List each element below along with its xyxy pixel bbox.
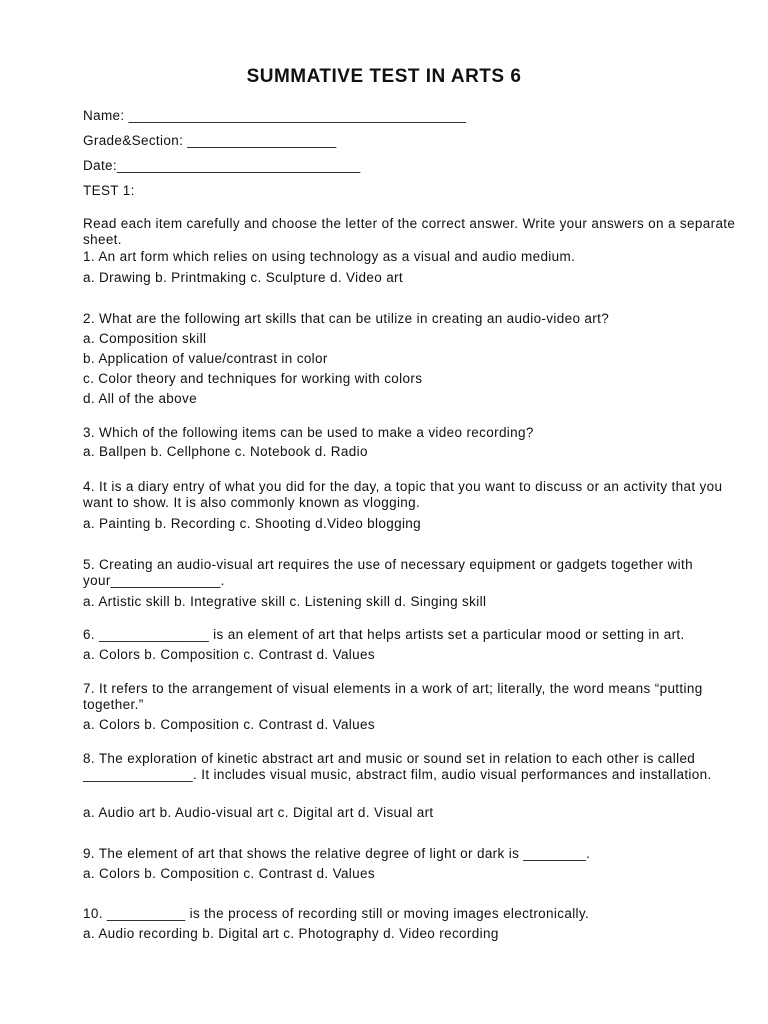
choice-2a: a. Composition skill (83, 331, 207, 346)
question-8: 8. The exploration of kinetic abstract art and music or sound set in relation to each other is called ______________. It includes visual music, abstract film, audio visual performances and installation. (83, 751, 712, 782)
question-1: 1. An art form which relies on using technology as a visual and audio medium. (83, 249, 576, 264)
choices-7: a. Colors b. Composition c. Contrast d. Values (83, 717, 375, 732)
question-9: 9. The element of art that shows the relative degree of light or dark is ________. (83, 846, 591, 861)
choices-10: a. Audio recording b. Digital art c. Photography d. Video recording (83, 926, 499, 941)
question-6: 6. ______________ is an element of art that helps artists set a particular mood or setting in art. (83, 627, 685, 642)
choices-8: a. Audio art b. Audio-visual art c. Digital art d. Visual art (83, 805, 434, 820)
instructions: Read each item carefully and choose the letter of the correct answer. Write your answers on a separate sheet. (83, 216, 736, 247)
page-title: SUMMATIVE TEST IN ARTS 6 (246, 66, 522, 87)
choices-1: a. Drawing b. Printmaking c. Sculpture d. Video art (83, 270, 403, 285)
choices-3: a. Ballpen b. Cellphone c. Notebook d. Radio (83, 444, 368, 459)
question-4: 4. It is a diary entry of what you did for the day, a topic that you want to discuss or an activity that you want to show. It is also commonly known as vlogging. (83, 479, 723, 510)
choice-2b: b. Application of value/contrast in color (83, 351, 328, 366)
date-field: Date:_______________________________ (83, 158, 361, 173)
choices-5: a. Artistic skill b. Integrative skill c. Listening skill d. Singing skill (83, 594, 487, 609)
choices-4: a. Painting b. Recording c. Shooting d.Video blogging (83, 516, 422, 531)
name-field: Name: ___________________________________________ (83, 108, 467, 123)
choices-6: a. Colors b. Composition c. Contrast d. Values (83, 647, 375, 662)
question-3: 3. Which of the following items can be used to make a video recording? (83, 425, 534, 440)
question-2: 2. What are the following art skills that can be utilize in creating an audio-video art? (83, 311, 610, 326)
question-5: 5. Creating an audio-visual art requires the use of necessary equipment or gadgets together with your______________. (83, 557, 693, 588)
question-10: 10. __________ is the process of recording still or moving images electronically. (83, 906, 590, 921)
test-label: TEST 1: (83, 183, 135, 198)
question-7: 7. It refers to the arrangement of visual elements in a work of art; literally, the word means “putting together.” (83, 681, 703, 712)
grade-section-field: Grade&Section: ___________________ (83, 133, 337, 148)
choice-2c: c. Color theory and techniques for working with colors (83, 371, 423, 386)
choices-9: a. Colors b. Composition c. Contrast d. Values (83, 866, 375, 881)
choice-2d: d. All of the above (83, 391, 197, 406)
